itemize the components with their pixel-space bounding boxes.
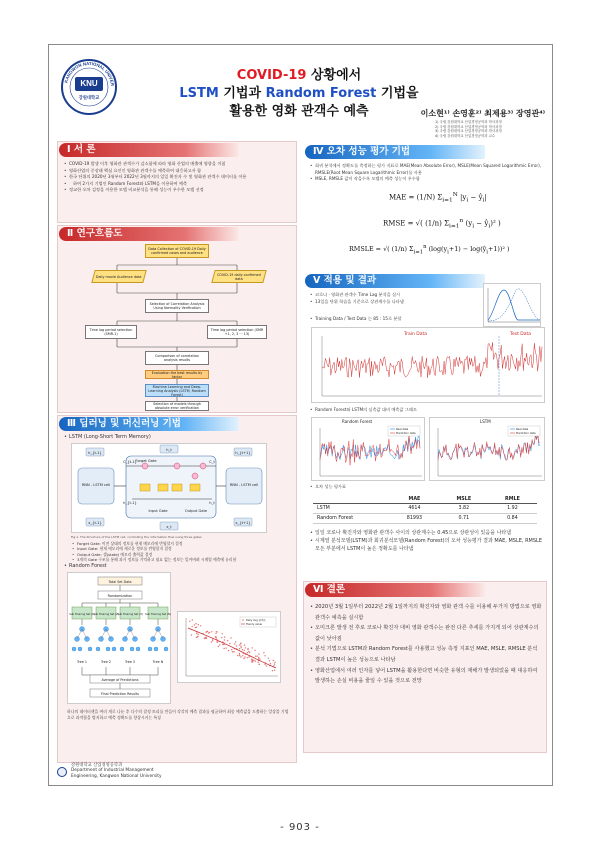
pred-legend [388, 426, 420, 436]
rf-scatter [177, 611, 281, 683]
conclusion-bullet: • 오미크론 발생 전 후로 코로나 확진자 대비 영화 관객수는 완전 다른 추세를 가지게 되어 상관계수의 값이 낮아짐 [309, 623, 543, 644]
equation-rmse: RMSE = √( (1/n) $\Sigma_{i=1}^n$ ($y_i$ − $ŷ_i)^2$ ) [383, 218, 501, 230]
conclusion-bullet: • 2020년 3월 1일부터 2022년 2월 1일까지의 확진자와 영화 관객 수를 이용해 두가지 방법으로 영화 관객수 예측을 실시함 [309, 602, 543, 623]
table-cell: 1.92 [488, 504, 537, 514]
rf-tree-3: Tree 3 [124, 660, 136, 664]
scatter-point [219, 644, 220, 645]
table-header: MAE [389, 495, 440, 504]
lstm-caption: Fig.1. The Structure of the LSTM cell, controlling the information flow using three gates [71, 535, 202, 539]
scatter-point [234, 643, 235, 644]
rf-title-list [63, 563, 283, 570]
intro-bullet: • COVID-19 발생 이후 영화관 관객수가 감소함에 따라 영화 산업의 매출에 영향을 끼침 [63, 161, 295, 168]
table-row [313, 504, 537, 514]
table-row [313, 514, 537, 524]
intro-bullet: • 하여 2가지 기법인 Random Forest와 LSTM을 이용하여 예측 [63, 181, 295, 188]
scatter-point [235, 641, 236, 642]
scatter-point [266, 665, 267, 666]
rf-average: Average of Predictions [101, 678, 139, 682]
scatter-point [254, 650, 255, 651]
error-bullet: • MSLE, RMSLE 값이 작을수록 모델의 예측 성능이 우수함 [309, 176, 545, 183]
scatter-point [195, 623, 196, 624]
lstm-right-cell: RNN - LSTM cell [229, 483, 259, 487]
rf-scatter-svg [178, 612, 282, 684]
section-methods-title: Ⅲ 딥러닝 및 머신러닝 기법 [67, 418, 181, 429]
scatter-point [225, 647, 226, 648]
scatter-point [258, 657, 259, 658]
section-conclusion-header [305, 583, 485, 597]
eq-mae-lhs: MAE = [389, 193, 415, 202]
train-test-chart [311, 327, 545, 403]
result-bullet: • 일일 코로나 확진자와 영화관 관객수 사이의 상관계수는 0.45으로 상관성이 있음을 나타냄 [309, 529, 545, 537]
scatter-legend-1: Daily Avg 관객수 [246, 619, 266, 622]
scatter-point [211, 631, 212, 632]
rf-note: 하나의 데이터셋을 여러 개로 나눈 후 다수의 결정 트리를 만들어 각각의 예측 결과를 평균하여 최종 예측값을 도출하는 앙상블 기법으로 과적합을 방지하고 예측 정확도를 향상시키는 특징 [67, 709, 289, 720]
legend-pred: Prediction data [396, 432, 416, 436]
scatter-point [244, 644, 245, 645]
scatter-point [273, 660, 274, 661]
scatter-point [196, 627, 197, 628]
rf-diagram-svg [68, 573, 172, 705]
lstm-c-now: C_t [209, 460, 215, 464]
eq-rmsle-lhs: RMSLE = [349, 245, 382, 254]
rf-title: • Random Forest [63, 563, 283, 570]
scatter-point [230, 637, 231, 638]
legend-real: Real data [396, 428, 409, 432]
flow-node-ml-analysis: Machine Learning and Deep-Learning Analysis (LSTM, Random Forest) [145, 384, 209, 397]
scatter-point [268, 658, 269, 659]
section-intro-header [59, 143, 239, 157]
footer-line: Engineering, Kangwon National University [71, 773, 162, 779]
split-list [309, 316, 479, 323]
flow-node-timelag-1: Time lag period selection (SMR-1) [85, 325, 137, 339]
rf-prediction-title: Random Forest [342, 419, 373, 424]
lstm-output-gate: Output Gate [184, 509, 208, 513]
title-rf: Random Forest [265, 86, 377, 101]
split-bullet: • Training Data / Test Data 는 85 : 15로 분할 [309, 316, 479, 323]
timelag-chart-svg [484, 284, 542, 328]
scatter-point [231, 649, 232, 650]
scatter-point [244, 656, 245, 657]
affiliation-1: 1) 국립 강원대학교 산업경영공학과 학사과정 [435, 120, 502, 124]
footer-line: Department of Industrial Management [71, 768, 154, 774]
university-logo [61, 59, 117, 115]
flow-node-model-selection: Selection of models through absolute error verification [145, 401, 209, 411]
results-bullet: • 13일을 단위 학습을 기준으로 상관계수를 나타냄 [309, 299, 459, 306]
scatter-point [215, 637, 216, 638]
lstm-h-next: h_{t+1} [235, 451, 251, 455]
rf-sub-2: Sub Training Set (2) [93, 613, 119, 616]
scatter-point [192, 626, 193, 627]
scatter-point [237, 655, 238, 656]
table-header [313, 495, 389, 504]
flow-node-timelag-n: Time lag period selection (SMR +1, 2, 3 ··· 13) [207, 325, 267, 339]
scatter-point [251, 662, 252, 663]
equation-rmsle: RMSLE = √( (1/n) $\Sigma_{i=1}^n$ ($\log(y_i+1)$ − $\log(ŷ_i+1))^2$ ) [349, 244, 510, 256]
scatter-point [258, 654, 259, 655]
scatter-point [197, 636, 198, 637]
flow-node-covid-label: COVID-19 daily confirmed data [217, 272, 261, 281]
error-table [313, 495, 537, 524]
scatter-point [216, 631, 217, 632]
table-header: MSLE [440, 495, 488, 504]
lstm-title: • LSTM (Long-Short Term Memory) [63, 434, 283, 441]
rf-randomization: Randomization [107, 594, 133, 598]
scatter-legend [240, 617, 276, 627]
lstm-prediction-svg [430, 418, 546, 482]
rf-total-set: Total Set Data [108, 580, 132, 584]
scatter-point [247, 649, 248, 650]
scatter-point [240, 645, 241, 646]
rf-prediction-svg [312, 418, 426, 482]
intro-bullets [63, 161, 295, 194]
lstm-note: • Input Gate: 현재 메모리에 새로운 정보를 반영할지 결정 [71, 546, 291, 551]
footer-logo [57, 767, 67, 777]
section-intro-title: Ⅰ 서 론 [67, 144, 96, 155]
scatter-point [244, 650, 245, 651]
table-header: RMLE [488, 495, 537, 504]
scatter-point [269, 660, 270, 661]
scatter-legend-2: Trendy value [246, 623, 262, 626]
title-mid: 기법과 [218, 86, 266, 101]
flow-node-audience-data [91, 270, 146, 283]
intro-bullet: • 영화산업의 중장래 핵심 요인인 영화관 관객수를 예측하여 대응하고자 함 [63, 168, 295, 175]
scatter-point [242, 649, 243, 650]
train-label: Train Data [404, 332, 427, 337]
flow-node-compare: Comparison of correlation analysis results [145, 351, 209, 365]
affiliation-4: 4) 국립 강원대학교 산업경영공학과 교수 [435, 133, 496, 138]
lstm-prediction-title: LSTM [480, 419, 491, 424]
lstm-forget-gate: Forget Gate [135, 459, 157, 463]
scatter-point [221, 637, 222, 638]
footer-text [71, 763, 162, 779]
scatter-point [240, 656, 241, 657]
legend-pred: Prediction data [516, 432, 536, 436]
lstm-left-cell: RNN - LSTM cell [81, 483, 111, 487]
train-test-series [322, 342, 542, 377]
lstm-x-next: x_{t+1} [235, 521, 251, 525]
intro-bullet: • 정교한 오차 검정을 이용한 모델 비교분석을 통해 성능이 우수한 모델 선정 [63, 187, 295, 194]
lstm-h-prev: h_{t-1} [88, 451, 102, 455]
scatter-point [196, 633, 197, 634]
scatter-point [222, 633, 223, 634]
scatter-point [224, 636, 225, 637]
scatter-point [274, 662, 275, 663]
scatter-point [227, 640, 228, 641]
table-bullet: • 오차 성능 평가표 [309, 484, 459, 491]
affiliations [435, 120, 547, 138]
scatter-point [240, 643, 241, 644]
title-covid: COVID-19 [236, 68, 307, 83]
conclusion-bullet: • 분석 기법으로 LSTM과 Random Forest를 사용했고 성능 측정 지표인 MAE, MSLE, RMSLE 분석 결과 LSTM이 높은 성능으로 나타남 [309, 644, 543, 665]
lstm-title-list [63, 434, 283, 441]
lstm-h-in: h_{t-1} [123, 501, 137, 505]
section-conclusion-title: Ⅵ 결론 [313, 584, 346, 595]
trend-line [188, 628, 276, 668]
equation-mae: MAE = (1/N) $\Sigma_{i=1}^N$ $|y_i$ − $ŷ_i|$ [389, 192, 487, 204]
scatter-point [256, 656, 257, 657]
lstm-note: • Output Gate: 셀(state) 메모리 출력값 결정 [71, 552, 291, 557]
conclusion-bullet: • 영화산업에서 여러 인자를 넣어 LSTM을 활용한다면 비슷한 유형의 재해가 발생되었을 때 대응하여 발생하는 손실 비용을 줄일 수 있을 것으로 전망 [309, 666, 543, 687]
table-cell: 3.82 [440, 504, 488, 514]
section-flow-title: Ⅱ 연구흐름도 [67, 228, 123, 239]
result-bullet: • 시계열 분석모델(LSTM)과 회귀분석모델(Random Forest)의 오차 성능평가 결과 MAE, MSLE, RMSLE 모든 부분에서 LSTM이 높은 정확도를 나타냄 [309, 537, 545, 553]
scatter-point [258, 662, 259, 663]
authors: 이소현¹⁾ 손영훈²⁾ 최제용³⁾ 장영관⁴⁾ [420, 109, 545, 118]
scatter-point [241, 647, 242, 648]
scatter-point [233, 651, 234, 652]
scatter-point [274, 670, 275, 671]
lstm-note: • Forget Gate: 이전 상태의 정보를 현재 메모리에 반영할지 결정 [71, 541, 291, 546]
table-list [309, 484, 459, 491]
error-bullets [309, 163, 545, 183]
lstm-h-now: h_t [166, 448, 172, 452]
scatter-point [242, 655, 243, 656]
lstm-x-prev: x_{t-1} [88, 521, 102, 525]
scatter-point [270, 663, 271, 664]
lstm-prediction-chart [429, 417, 545, 481]
scatter-point [205, 632, 206, 633]
lstm-note: • 3개의 Gate 구조를 통해 과거 정보를 기억하고 필요 없는 정보는 잊어버려 시계열 예측에 유리함 [71, 557, 291, 562]
scatter-point [263, 652, 264, 653]
flow-node-evaluation: Evaluation the best results by factor [145, 370, 209, 379]
scatter-point [223, 648, 224, 649]
scatter-point [273, 665, 274, 666]
scatter-point [228, 650, 229, 651]
scatter-point [224, 639, 225, 640]
results-bullets [309, 292, 459, 305]
table-cell: 4614 [389, 504, 440, 514]
table-cell: 0.84 [488, 514, 537, 524]
scatter-point [236, 645, 237, 646]
svg-text:KANGWON NATIONAL UNIVERSITY: KANGWON NATIONAL UNIVER [63, 61, 115, 87]
lstm-diagram [71, 443, 267, 533]
scatter-point [239, 644, 240, 645]
lstm-c-prev: C_{t-1} [123, 460, 137, 464]
footer-line: 강원대학교 산업경영공학과 [71, 763, 123, 768]
scatter-point [247, 652, 248, 653]
lstm-diagram-svg [72, 444, 268, 534]
rf-diagram [67, 572, 171, 704]
section-results-header [305, 274, 485, 288]
table-cell: LSTM [313, 504, 389, 514]
prediction-data-line [438, 433, 540, 461]
scatter-point [191, 634, 192, 635]
scatter-point [274, 663, 275, 664]
flow-node-audience-label: Daily movie Audience data [96, 274, 142, 279]
scatter-point [205, 637, 206, 638]
scatter-point [264, 655, 265, 656]
scatter-point [194, 624, 195, 625]
scatter-point [258, 658, 259, 659]
page-number: - 903 - [280, 822, 320, 833]
result-bullets [309, 529, 545, 553]
scatter-point [222, 644, 223, 645]
test-label: Test Data [510, 332, 532, 337]
scatter-point [198, 634, 199, 635]
rf-tree-2: Tree 2 [100, 660, 112, 664]
lstm-notes [71, 541, 291, 563]
lstm-input-gate: Input Gate [148, 509, 168, 513]
pred-legend [508, 426, 540, 436]
scatter-point [253, 660, 254, 661]
logo-center: KNU [75, 77, 103, 91]
scatter-point [200, 625, 201, 626]
section-flow-header [59, 227, 239, 241]
section-results-title: Ⅴ 적용 및 결과 [313, 275, 377, 286]
rf-tree-1: Tree 1 [76, 660, 88, 664]
table-cell: Random Forest [313, 514, 389, 524]
scatter-point [211, 641, 212, 642]
scatter-point [272, 670, 273, 671]
scatter-point [212, 640, 213, 641]
section-error-title: Ⅳ 오차 성능 평가 기법 [313, 146, 411, 157]
scatter-point [255, 660, 256, 661]
conclusion-bullets [309, 602, 543, 687]
scatter-point [264, 664, 265, 665]
scatter-point [217, 642, 218, 643]
scatter-point [259, 659, 260, 660]
scatter-point [192, 619, 193, 620]
scatter-point [248, 656, 249, 657]
scatter-point [215, 633, 216, 634]
scatter-point [198, 624, 199, 625]
compare-bullet: • Random Forest와 LSTM의 실측값 대비 예측값 그래프 [309, 407, 545, 414]
poster [48, 44, 553, 786]
timelag-chart [483, 283, 541, 327]
rf-sub-1: Sub Training Set (1) [69, 613, 95, 616]
eq-rmse-lhs: RMSE = [383, 219, 414, 228]
flow-node-correlation: Selection of Correlation Analysis Using Normality Verification [145, 299, 209, 313]
scatter-point [258, 664, 259, 665]
scatter-point [207, 631, 208, 632]
flow-node-data-collection: Data Collection of COVID-19 Daily confirmed cases and audience [145, 244, 209, 258]
scatter-point [248, 651, 249, 652]
logo-bottom-text: 강원대학교 [78, 96, 100, 101]
scatter-point [232, 651, 233, 652]
lstm-h-out: h_t [209, 501, 215, 505]
scatter-point [239, 648, 240, 649]
table-cell: 0.71 [440, 514, 488, 524]
scatter-point [252, 647, 253, 648]
table-cell: 81993 [389, 514, 440, 524]
scatter-point [239, 654, 240, 655]
lstm-x-now: x_t [166, 525, 172, 529]
scatter-point [218, 646, 219, 647]
compare-list [309, 407, 545, 414]
affiliation-3: 3) 국립 강원대학교 산업경영공학과 학사과정 [435, 129, 502, 134]
rf-final: Final Prediction Results [101, 692, 139, 696]
scatter-point [229, 643, 230, 644]
flow-node-covid-data [211, 270, 266, 283]
title-line3: 활용한 영화 관객수 예측 [229, 104, 369, 119]
scatter-point [243, 658, 244, 659]
section-error-header [305, 145, 485, 159]
title-lstm: LSTM [179, 86, 219, 101]
scatter-point [255, 656, 256, 657]
results-bullet: • 코로나 · 영화관 관객수 Time Lag 분석을 실시 [309, 292, 459, 299]
legend-real: Real data [516, 428, 529, 432]
scatter-point [245, 647, 246, 648]
scatter-point [247, 657, 248, 658]
error-bullet: • 회귀 분석에서 정확도를 측정하는 평가 지표로 MAE(Mean Absolute Error), MSLE(Mean Squared Logarithmic Error), RMSLE(Root Mean Square Logarithmic Error)를 사용 [309, 163, 545, 176]
scatter-point [189, 621, 190, 622]
rf-prediction-chart [311, 417, 425, 481]
train-test-svg [312, 328, 546, 404]
affiliation-2: 2) 국립 강원대학교 산업경영공학과 학사과정 [435, 124, 502, 129]
rf-sub-3: Sub Training Set (3) [117, 613, 143, 616]
title-line1-rest: 상황에서 [306, 68, 362, 83]
scatter-point [209, 632, 210, 633]
scatter-point [239, 653, 240, 654]
rf-sub-n: Sub Training Set (N) [145, 613, 171, 616]
section-methods-header [59, 417, 239, 431]
rf-tree-n: Tree N [152, 660, 164, 664]
intro-bullet: • 한국 단위의 2020년 3월부터 2022년 3월까지의 일일 확진자 수 및 영화관 관객수 데이터를 이용 [63, 174, 295, 181]
title-end: 기법을 [376, 86, 419, 101]
